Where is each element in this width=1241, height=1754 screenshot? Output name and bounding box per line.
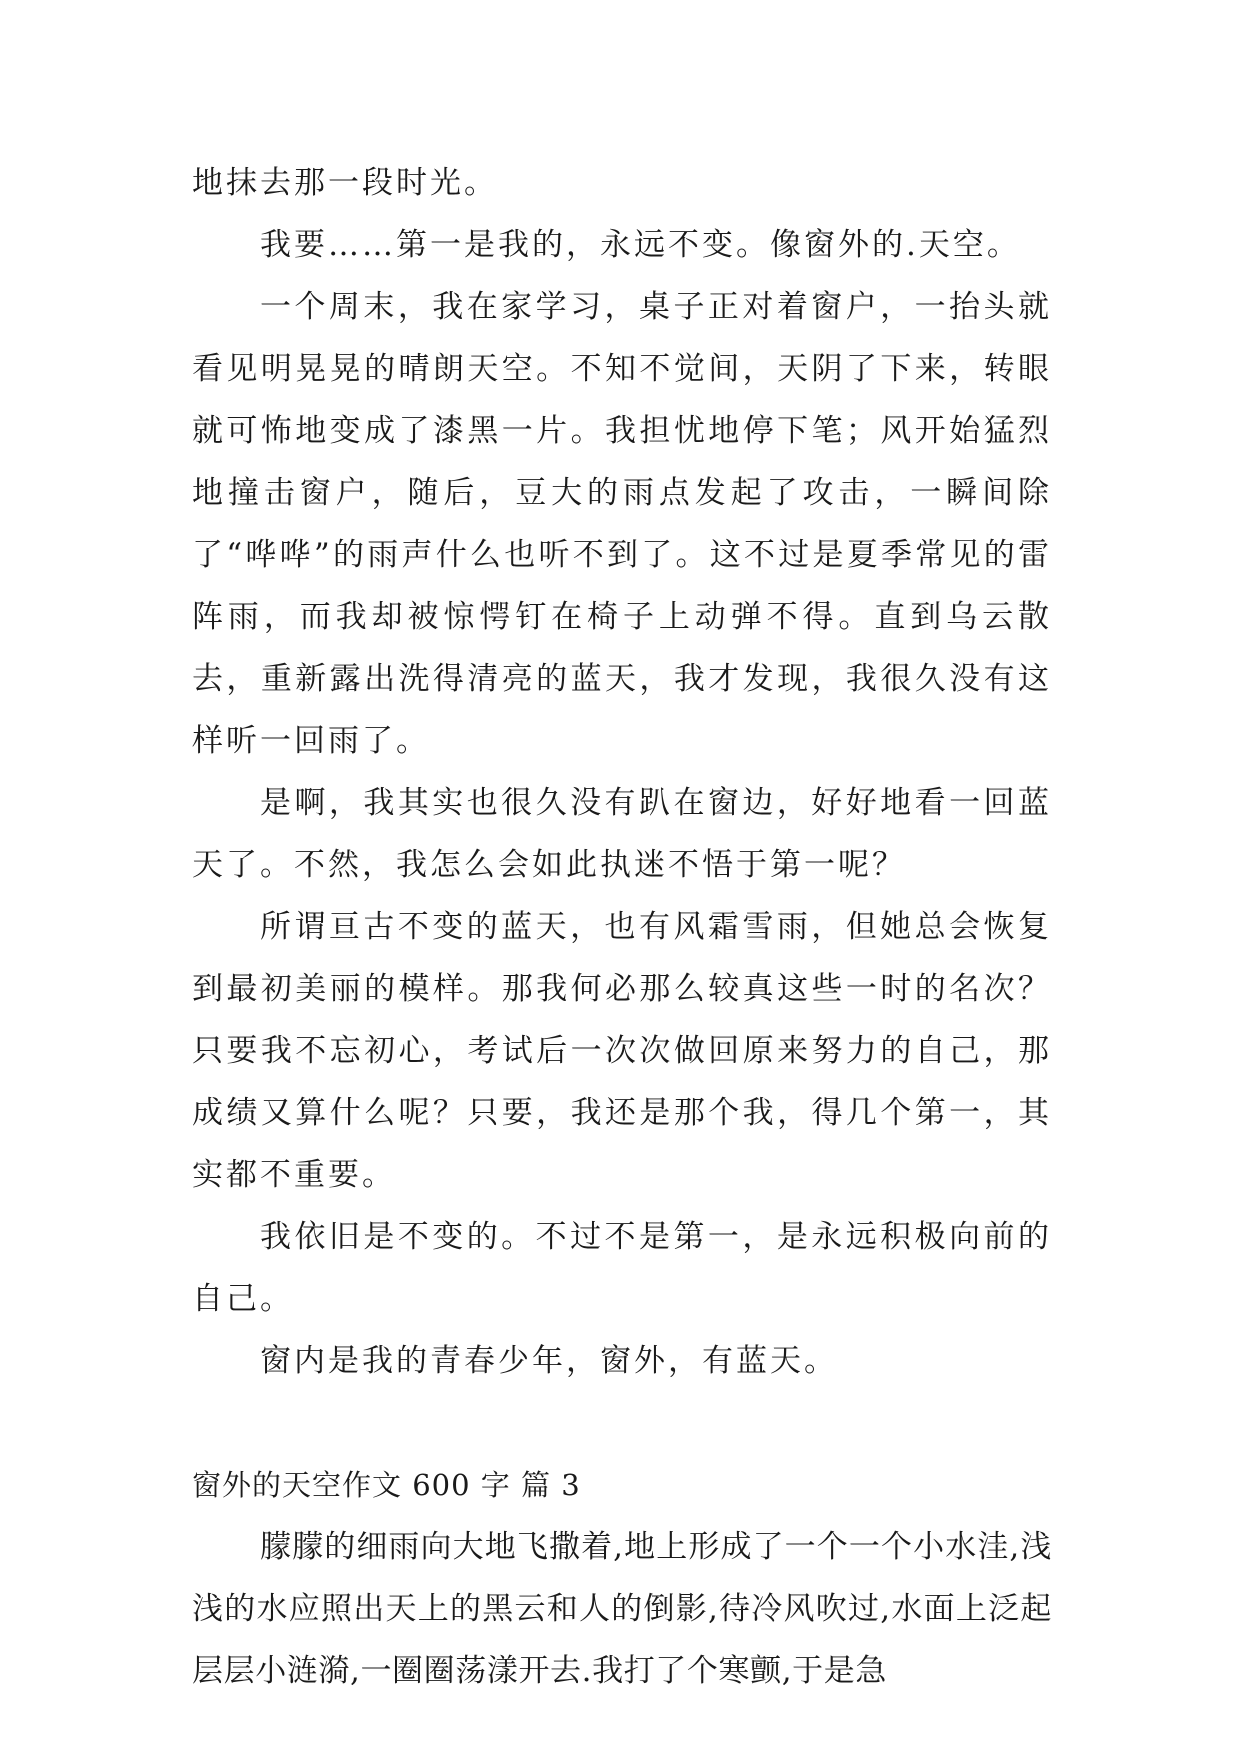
paragraph: 一个周末，我在家学习，桌子正对着窗户，一抬头就看见明晃晃的晴朗天空。不知不觉间，天阴了下来，转眼就可怖地变成了漆黑一片。我担忧地停下笔；风开始猛烈地撞击窗户，随后，豆大的雨点发起了攻击，一瞬间除了“哗哗”的雨声什么也听不到了。这不过是夏季常见的雷阵雨，而我却被惊愕钉在椅子上动弹不得。直到乌云散去，重新露出洗得清亮的蓝天，我才发现，我很久没有这样听一回雨了。 xyxy=(192,289,1052,759)
paragraph: 我依旧是不变的。不过不是第一，是永远积极向前的自己。 xyxy=(192,1219,1052,1317)
paragraph: 我要……第一是我的，永远不变。像窗外的.天空。 xyxy=(260,227,1021,263)
paragraph: 朦朦的细雨向大地飞撒着,地上形成了一个一个小水洼,浅浅的水应照出天上的黑云和人的倒影,待冷风吹过,水面上泛起层层小涟漪,一圈圈荡漾开去.我打了个寒颤,于是急 xyxy=(192,1529,1052,1689)
paragraph: 窗内是我的青春少年，窗外，有蓝天。 xyxy=(260,1343,838,1379)
paragraph: 是啊，我其实也很久没有趴在窗边，好好地看一回蓝天了。不然，我怎么会如此执迷不悟于第一呢？ xyxy=(192,785,1052,883)
section-title: 窗外的天空作文 600 字 篇 3 xyxy=(192,1468,581,1502)
paragraph: 所谓亘古不变的蓝天，也有风霜雪雨，但她总会恢复到最初美丽的模样。那我何必那么较真这些一时的名次？只要我不忘初心，考试后一次次做回原来努力的自己，那成绩又算什么呢？只要，我还是那个我，得几个第一，其实都不重要。 xyxy=(192,909,1052,1193)
document-page xyxy=(192,152,1052,1702)
paragraph: 地抹去那一段时光。 xyxy=(192,165,498,201)
